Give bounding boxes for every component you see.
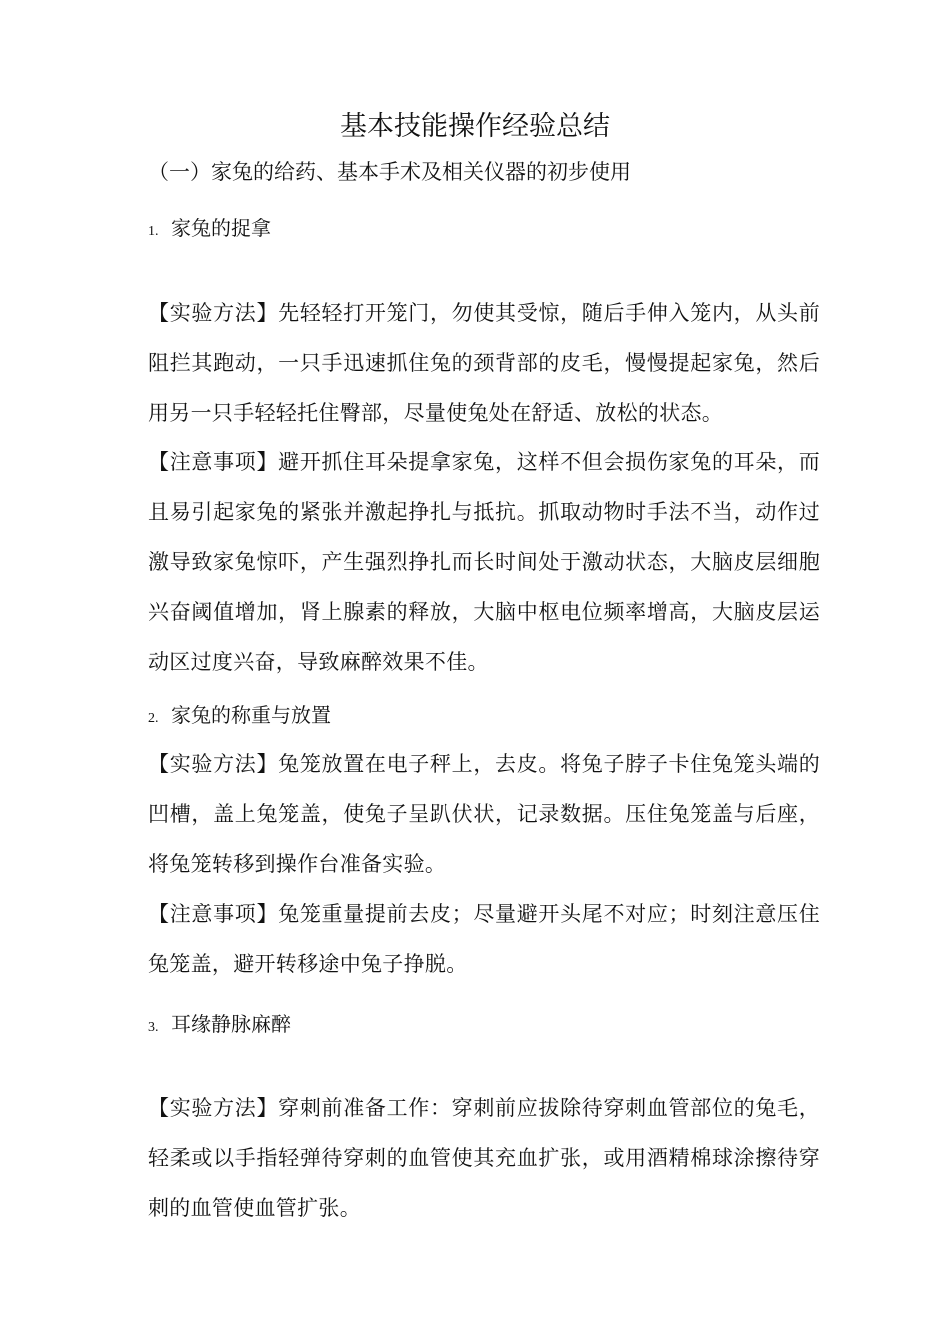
item-number: 2.	[148, 711, 159, 726]
item-heading-3	[148, 1004, 291, 1048]
item-heading-text: 耳缘静脉麻醉	[171, 1012, 291, 1036]
notes-paragraph-2: 【注意事项】兔笼重量提前去皮；尽量避开头尾不对应；时刻注意压住兔笼盖，避开转移途中兔子挣脱。	[148, 902, 820, 976]
method-paragraph-3: 【实验方法】穿刺前准备工作：穿刺前应拔除待穿刺血管部位的兔毛，轻柔或以手指轻弹待穿刺的血管使其充血扩张，或用酒精棉球涂擦待穿刺的血管使血管扩张。	[148, 1096, 820, 1220]
item-heading-text: 家兔的称重与放置	[171, 703, 331, 727]
notes-paragraph-1: 【注意事项】避开抓住耳朵提拿家兔，这样不但会损伤家兔的耳朵，而且易引起家兔的紧张并激起挣扎与抵抗。抓取动物时手法不当，动作过激导致家兔惊吓，产生强烈挣扎而长时间处于激动状态，大脑皮层细胞兴奋阈值增加，肾上腺素的释放，大脑中枢电位频率增高，大脑皮层运动区过度兴奋，导致麻醉效果不佳。	[148, 450, 820, 674]
item-number: 3.	[148, 1020, 159, 1035]
item-heading-1	[148, 208, 271, 252]
item-number: 1.	[148, 224, 159, 239]
section-title: （一）家兔的给药、基本手术及相关仪器的初步使用	[148, 160, 631, 184]
item-heading-text: 家兔的捉拿	[171, 216, 271, 240]
method-paragraph-2: 【实验方法】兔笼放置在电子秤上，去皮。将兔子脖子卡住兔笼头端的凹槽，盖上兔笼盖，使兔子呈趴伏状，记录数据。压住兔笼盖与后座，将兔笼转移到操作台准备实验。	[148, 752, 820, 876]
item-heading-2	[148, 695, 331, 739]
document-title: 基本技能操作经验总结	[340, 111, 610, 142]
method-paragraph-1: 【实验方法】先轻轻打开笼门，勿使其受惊，随后手伸入笼内，从头前阻拦其跑动，一只手迅速抓住兔的颈背部的皮毛，慢慢提起家兔，然后用另一只手轻轻托住臀部，尽量使兔处在舒适、放松的状态。	[148, 301, 820, 425]
